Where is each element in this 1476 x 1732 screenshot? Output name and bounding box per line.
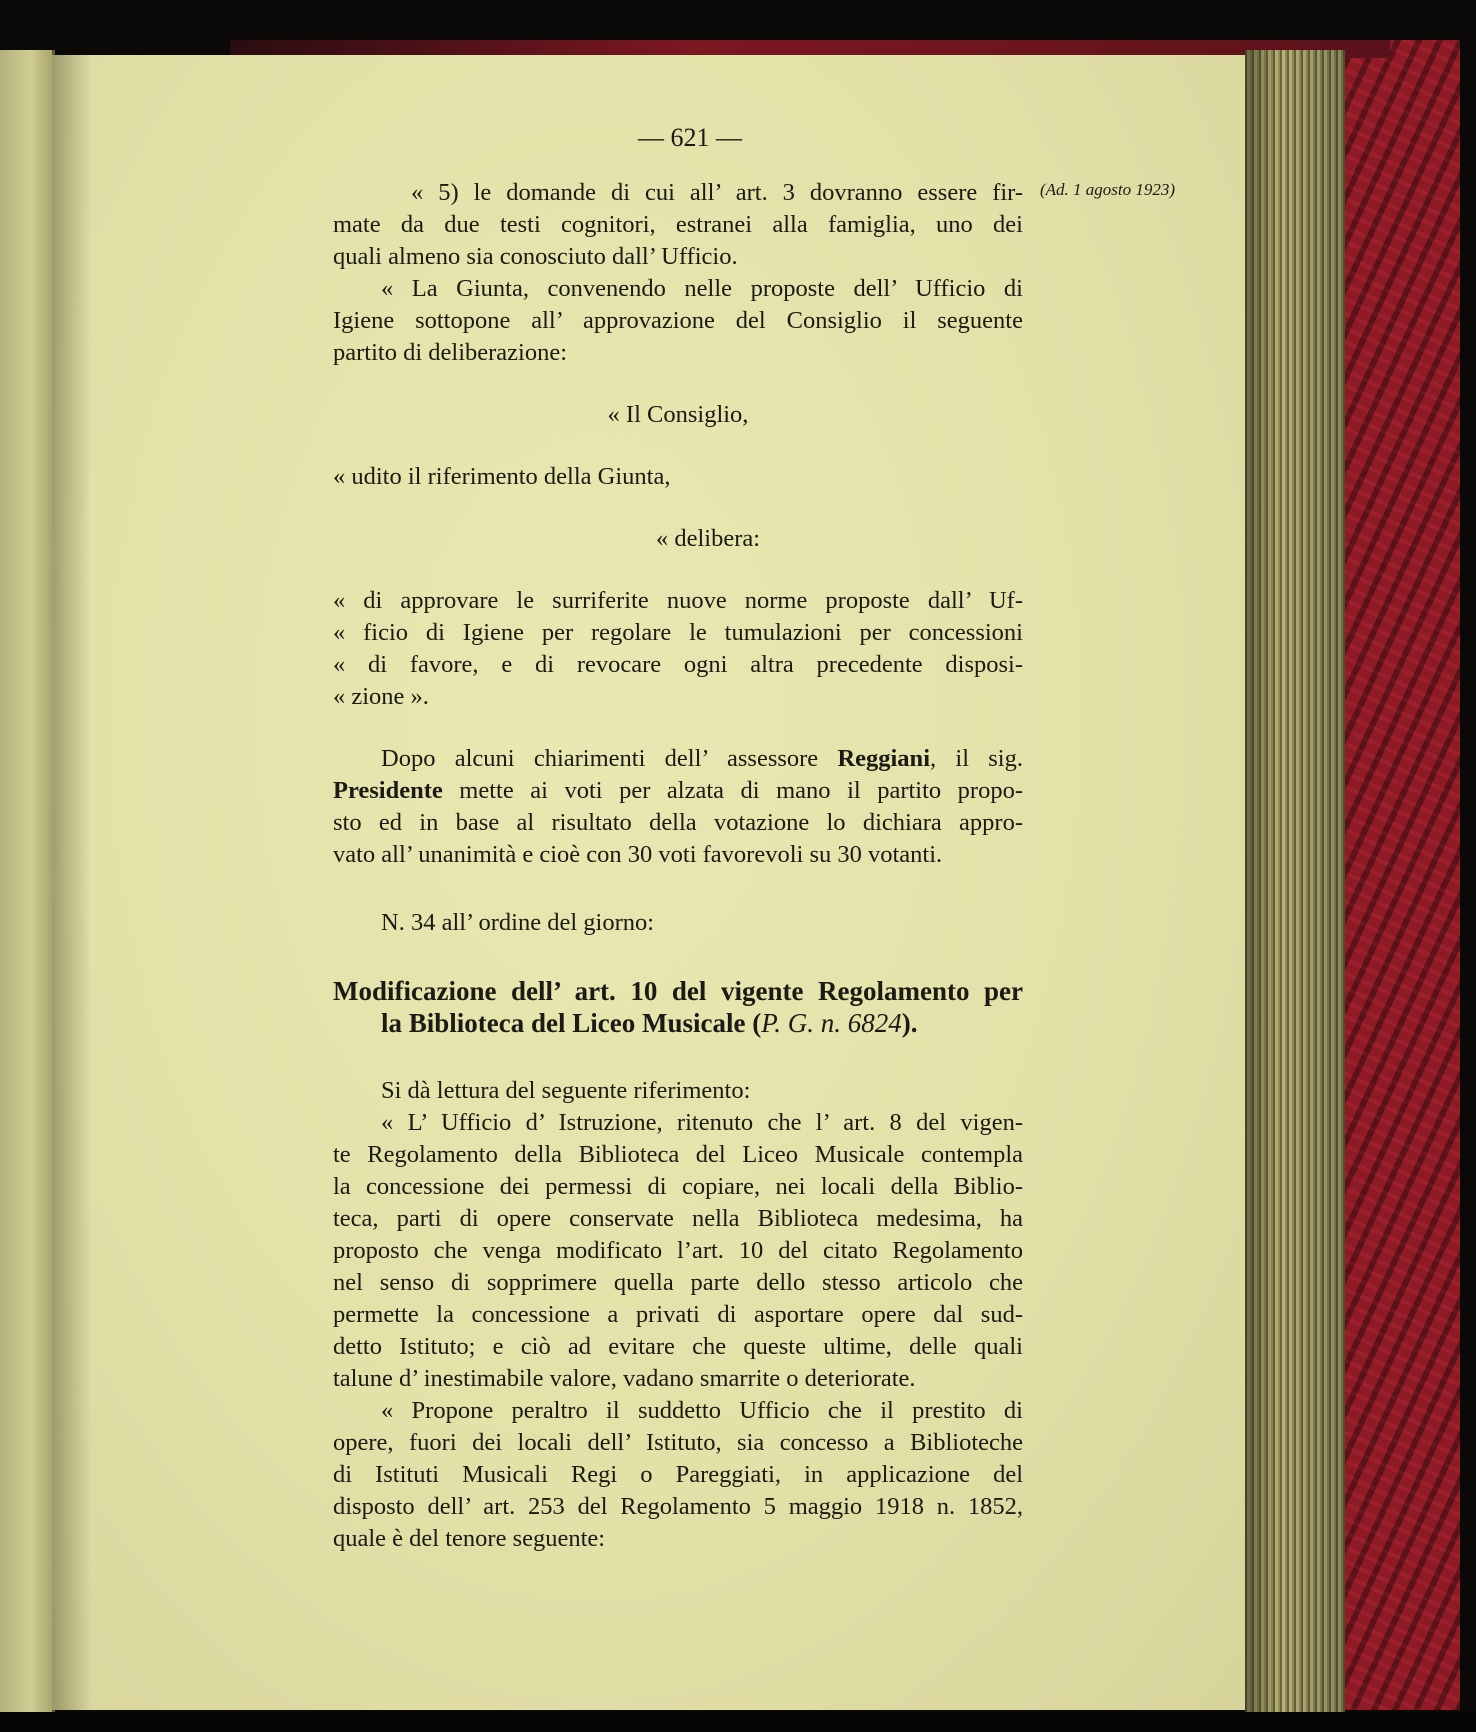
text-line: nel senso di sopprimere quella parte dello stesso articolo che — [333, 1269, 1023, 1296]
text-line: te Regolamento della Biblioteca del Liceo Musicale contempla — [333, 1141, 1023, 1168]
text-line: quali almeno sia conosciuto dall’ Ufficio. — [333, 243, 738, 270]
paragraph-2 — [333, 273, 1023, 369]
text-line: « Propone peraltro il suddetto Ufficio che il prestito di — [381, 1397, 1023, 1424]
page-number: — 621 — — [638, 123, 742, 152]
text-line: « zione ». — [333, 683, 429, 710]
text-line: Igiene sottopone all’ approvazione del Consiglio il seguente — [333, 307, 1023, 334]
paragraph-5 — [333, 1107, 1023, 1395]
text-line: la concessione dei permessi di copiare, nei locali della Biblio- — [333, 1173, 1023, 1200]
text-line: partito di deliberazione: — [333, 339, 568, 366]
name-reggiani: Reggiani — [837, 745, 930, 772]
gutter-shadow — [52, 55, 92, 1710]
paragraph-3 — [333, 585, 1023, 713]
page-block-shade — [1245, 50, 1345, 1715]
page-body — [333, 177, 1023, 1555]
text-line: « La Giunta, convenendo nelle proposte dell’ Ufficio di — [381, 275, 1023, 302]
text-line: quale è del tenore seguente: — [333, 1525, 606, 1552]
heading-text-end: ). — [901, 1008, 918, 1038]
paragraph-6 — [333, 1395, 1023, 1555]
text-line: permette la concessione a privati di asportare opere dal sud- — [333, 1301, 1023, 1328]
text-line: « L’ Ufficio d’ Istruzione, ritenuto che l’ art. 8 del vigen- — [381, 1109, 1023, 1136]
name-presidente: Presidente — [333, 777, 443, 804]
text-line: proposto che venga modificato l’art. 10 del citato Regolamento — [333, 1237, 1023, 1264]
text-fragment: mette ai voti per alzata di mano il partito propo- — [442, 777, 1023, 804]
delibera: « delibera: — [655, 525, 761, 552]
text-line — [333, 743, 1023, 775]
heading-line-2 — [333, 1007, 1023, 1039]
paragraph-4 — [333, 743, 1023, 871]
text-line: opere, fuori dei locali dell’ Istituto, sia concesso a Biblioteche — [333, 1429, 1023, 1456]
text-line: « ficio di Igiene per regolare le tumulazioni per concessioni — [333, 619, 1023, 646]
text-line: sto ed in base al risultato della votazione lo dichiara appro- — [333, 809, 1023, 836]
text-line — [333, 775, 1023, 807]
text-line: mate da due testi cognitori, estranei alla famiglia, uno dei — [333, 211, 1023, 238]
text-line: disposto dell’ art. 253 del Regolamento 5 maggio 1918 n. 1852, — [333, 1493, 1023, 1520]
text-line: « di favore, e di revocare ogni altra precedente disposi- — [333, 651, 1023, 678]
text-line: « di approvare le surriferite nuove norme proposte dall’ Uf- — [333, 587, 1023, 614]
il-consiglio: « Il Consiglio, — [607, 401, 749, 428]
paragraph-1 — [333, 177, 1023, 273]
bottom-background — [0, 1712, 1476, 1732]
heading-text: la Biblioteca del Liceo Musicale ( — [381, 1008, 762, 1038]
protocol-reference: P. G. n. 6824 — [761, 1008, 902, 1038]
text-line: teca, parti di opere conservate nella Biblioteca medesima, ha — [333, 1205, 1023, 1232]
ordine-del-giorno: N. 34 all’ ordine del giorno: — [381, 909, 655, 936]
heading-line-1: Modificazione dell’ art. 10 del vigente Regolamento per — [333, 976, 1023, 1006]
text-line: detto Istituto; e ciò ad evitare che queste ultime, delle quali — [333, 1333, 1023, 1360]
text-line: « 5) le domande di cui all’ art. 3 dovranno essere fir- — [411, 179, 1023, 206]
left-page-edge — [0, 50, 55, 1720]
text-line: talune d’ inestimabile valore, vadano smarrite o deteriorate. — [333, 1365, 916, 1392]
text-fragment: , il sig. — [930, 745, 1023, 772]
section-heading — [333, 975, 1023, 1039]
margin-date-note: (Ad. 1 agosto 1923) — [1040, 180, 1176, 199]
text-fragment: Dopo alcuni chiarimenti dell’ assessore — [381, 745, 838, 772]
text-line: di Istituti Musicali Regi o Pareggiati, in applicazione del — [333, 1461, 1023, 1488]
lettura-line: Si dà lettura del seguente riferimento: — [381, 1077, 751, 1104]
udito-riferimento: « udito il riferimento della Giunta, — [333, 463, 671, 490]
text-line: vato all’ unanimità e cioè con 30 voti favorevoli su 30 votanti. — [333, 841, 943, 868]
